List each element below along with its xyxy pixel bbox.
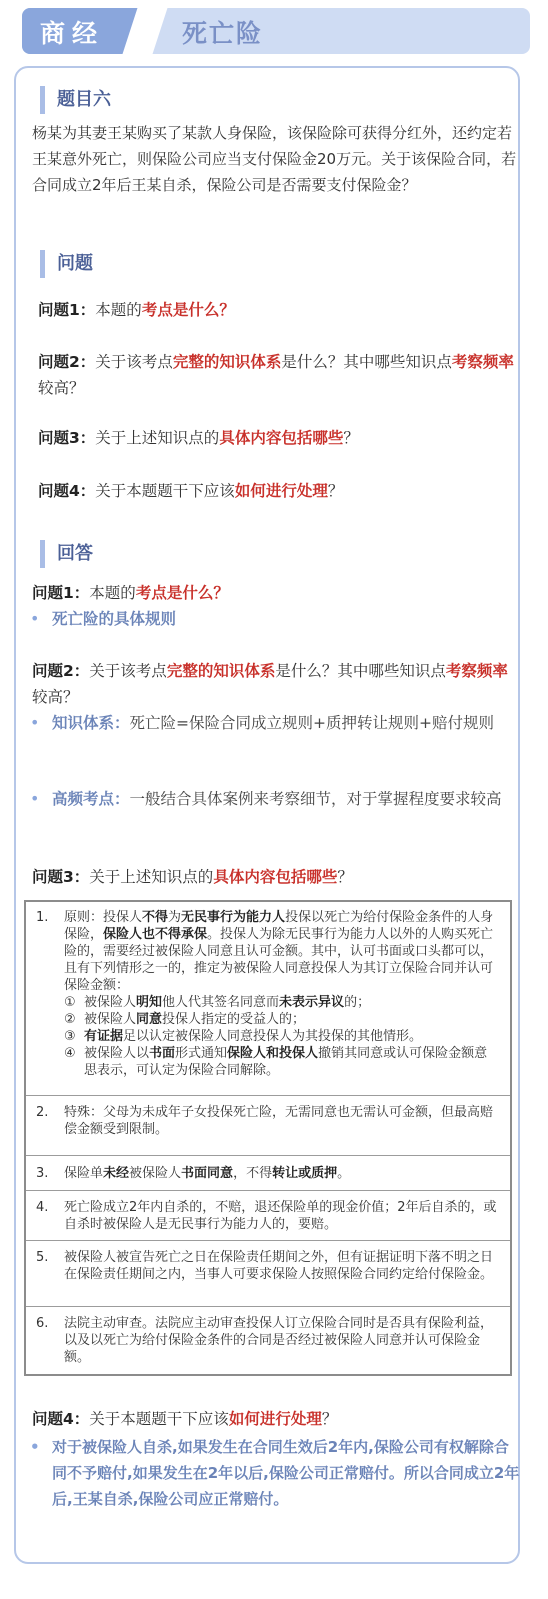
sub-item-3 xyxy=(64,1028,498,1045)
row-text: 被保险人被宣告死亡之日在保险责任期间之外，但有证据证明下落不明之日在保险责任期间之内，当事人可要求保险人按照保险合同约定给付保险金。 xyxy=(64,1250,494,1282)
answer-4 xyxy=(30,1434,520,1512)
section-heading-topic: 题目六 xyxy=(40,86,111,114)
question-text: ？ xyxy=(327,482,344,500)
question-label: 问题1： xyxy=(32,584,90,602)
table-row xyxy=(26,1096,510,1156)
question-label: 问题2： xyxy=(32,662,90,680)
question-text: 关于该考点 xyxy=(95,353,173,371)
table-row xyxy=(26,902,510,1096)
text-run: 。投保人为除无民事行为能力人以外的人购买死亡险的，需要经过被保险人同意且认可金额。其中，认可书面或口头都可以，且有下列情形之一的，推定为被保险人同意投保人为其订立保险合同并认可保险金额： xyxy=(64,927,494,993)
text-run: 撤销其同意或认可保险金额意思表示，可认定为保险合同解除。 xyxy=(84,1046,488,1078)
circled-number: ③ xyxy=(64,1029,76,1044)
bullet-icon: • xyxy=(30,713,40,732)
bold-text: 保险人和投保人 xyxy=(227,1046,319,1061)
table-row xyxy=(26,1156,510,1191)
sub-item-1 xyxy=(64,994,498,1011)
bullet-icon: • xyxy=(30,1438,40,1456)
answer-label: 高频考点： xyxy=(52,790,130,808)
text-run: 被保险人 xyxy=(84,1012,137,1027)
row-text: 特殊：父母为未成年子女投保死亡险，无需同意也无需认可金额，但最高赔偿金额受到限制。 xyxy=(64,1105,494,1137)
bold-text: 保险人也不得承保 xyxy=(103,927,208,942)
bold-text: 书面同意 xyxy=(181,1166,234,1181)
bold-text: 有证据 xyxy=(84,1029,124,1044)
question-label: 问题3： xyxy=(38,429,96,447)
row-text xyxy=(64,1165,498,1182)
question-highlight: 完整的知识体系 xyxy=(172,353,282,371)
text-run: 被保险人 xyxy=(129,1166,182,1181)
row-text: 死亡险成立2年内自杀的，不赔，退还保险单的现金价值；2年后自杀的，或自杀时被保险人是无民事行为能力人的，要赔。 xyxy=(64,1200,497,1232)
answer-text: 死亡险的具体规则 xyxy=(52,610,177,628)
text-run: 保险单 xyxy=(64,1166,104,1181)
sub-item-4 xyxy=(64,1045,498,1079)
question-text: ？ xyxy=(337,868,353,886)
circled-number: ④ xyxy=(64,1046,76,1061)
answer-text: 一般结合具体案例来考察细节，对于掌握程度要求较高 xyxy=(129,790,502,808)
question-4 xyxy=(38,478,518,504)
answer-question-2 xyxy=(32,658,518,710)
question-label: 问题3： xyxy=(32,868,90,886)
question-text: 关于本题题干下应该 xyxy=(95,482,235,500)
question-3 xyxy=(38,425,518,451)
answer-text: 对于被保险人自杀,如果发生在合同生效后2年内,保险公司有权解除合同不予赔付,如果发生在2年以后,保险公司正常赔付。所以合同成立2年后,王某自杀,保险公司应正常赔付。 xyxy=(52,1438,520,1508)
section-heading-answers: 回答 xyxy=(40,540,93,568)
table-row xyxy=(26,1191,510,1241)
bold-text: 同意 xyxy=(136,1012,163,1027)
question-text: 较高？ xyxy=(32,688,79,706)
answer-label: 知识体系： xyxy=(52,714,130,732)
answer-2-frequency xyxy=(30,786,518,812)
row-number: 3. xyxy=(36,1166,49,1181)
table-row xyxy=(26,1241,510,1307)
question-label: 问题1： xyxy=(38,301,96,319)
text-run: 。 xyxy=(337,1166,351,1181)
question-text: 是什么？其中哪些知识点 xyxy=(275,662,446,680)
answer-1 xyxy=(30,606,518,632)
text-run: 投保以死亡为给付保险金条件的人身保险， xyxy=(64,910,494,942)
bold-text: 未表示异议 xyxy=(279,995,345,1010)
question-highlight: 具体内容包括哪些 xyxy=(219,429,344,447)
answer-question-4 xyxy=(32,1406,518,1432)
question-text: 是什么？其中哪些知识点 xyxy=(281,353,452,371)
question-label: 问题4： xyxy=(38,482,96,500)
page-title: 死亡险 xyxy=(182,19,264,48)
question-highlight: 考察频率 xyxy=(445,662,508,680)
question-2 xyxy=(38,349,518,401)
circled-number: ② xyxy=(64,1012,76,1027)
bullet-icon: • xyxy=(30,789,40,808)
bold-text: 转让或质押 xyxy=(272,1166,338,1181)
question-text: 关于该考点 xyxy=(89,662,167,680)
question-text: 关于上述知识点的 xyxy=(89,868,214,886)
row-number: 2. xyxy=(36,1105,49,1120)
circled-number: ① xyxy=(64,995,76,1010)
question-text: 本题的 xyxy=(95,301,142,319)
row-number: 1. xyxy=(36,910,49,925)
answer-question-3 xyxy=(32,864,518,890)
text-run: 的； xyxy=(344,995,371,1010)
text-run: 形式通知 xyxy=(175,1046,228,1061)
question-label: 问题2： xyxy=(38,353,96,371)
question-text: ？ xyxy=(343,429,359,447)
answer-2-knowledge xyxy=(30,710,518,736)
topic-text: 杨某为其妻王某购买了某款人身保险，该保险除可获得分红外，还约定若王某意外死亡，则保险公司应当支付保险金20万元。关于该保险合同，若合同成立2年后王某自杀，保险公司是否需要支付保险金？ xyxy=(32,124,517,194)
text-run: 投保人指定的受益人的； xyxy=(162,1012,306,1027)
bullet-icon: • xyxy=(30,609,40,628)
text-run: 原则：投保人 xyxy=(64,910,143,925)
text-run: ，不得 xyxy=(233,1166,273,1181)
question-highlight: 考察频率 xyxy=(451,353,514,371)
row-text xyxy=(64,909,498,1079)
bold-text: 未经 xyxy=(103,1166,130,1181)
question-highlight: 考点是什么？ xyxy=(135,584,229,602)
question-text: 本题的 xyxy=(89,584,136,602)
question-highlight: 如何进行处理 xyxy=(228,1410,322,1428)
rules-table xyxy=(24,900,512,1376)
bold-text: 不得 xyxy=(142,910,169,925)
question-1 xyxy=(38,297,518,323)
row-number: 4. xyxy=(36,1200,49,1215)
row-text: 法院主动审查。法院应主动审查投保人订立保险合同时是否具有保险利益，以及以死亡为给付保险金条件的合同是否经过被保险人同意并认可保险金额。 xyxy=(64,1316,494,1365)
question-text: ？ xyxy=(321,1410,338,1428)
question-highlight: 考点是什么？ xyxy=(141,301,235,319)
answer-question-1 xyxy=(32,580,518,606)
sub-item-2 xyxy=(64,1011,498,1028)
section-heading-questions: 问题 xyxy=(40,250,93,278)
answer-text: 死亡险=保险合同成立规则+质押转让规则+赔付规则 xyxy=(129,714,494,732)
question-text: 关于上述知识点的 xyxy=(95,429,220,447)
row-number: 6. xyxy=(36,1316,49,1331)
text-run: 他人代其签名同意而 xyxy=(162,995,280,1010)
bold-text: 无民事行为能力人 xyxy=(181,910,286,925)
table-row xyxy=(26,1307,510,1374)
category-label: 商经 xyxy=(40,19,105,48)
row-number: 5. xyxy=(36,1250,49,1265)
header-banner xyxy=(22,8,530,54)
question-text: 较高？ xyxy=(38,379,85,397)
bold-text: 明知 xyxy=(136,995,163,1010)
question-text: 关于本题题干下应该 xyxy=(89,1410,229,1428)
text-run: 足以认定被保险人同意投保人为其投保的其他情形。 xyxy=(123,1029,423,1044)
question-highlight: 完整的知识体系 xyxy=(166,662,276,680)
question-highlight: 如何进行处理 xyxy=(234,482,328,500)
text-run: 为 xyxy=(168,910,182,925)
bold-text: 书面 xyxy=(149,1046,176,1061)
question-label: 问题4： xyxy=(32,1410,90,1428)
text-run: 被保险人 xyxy=(84,995,137,1010)
text-run: 被保险人以 xyxy=(84,1046,150,1061)
question-highlight: 具体内容包括哪些 xyxy=(213,868,338,886)
